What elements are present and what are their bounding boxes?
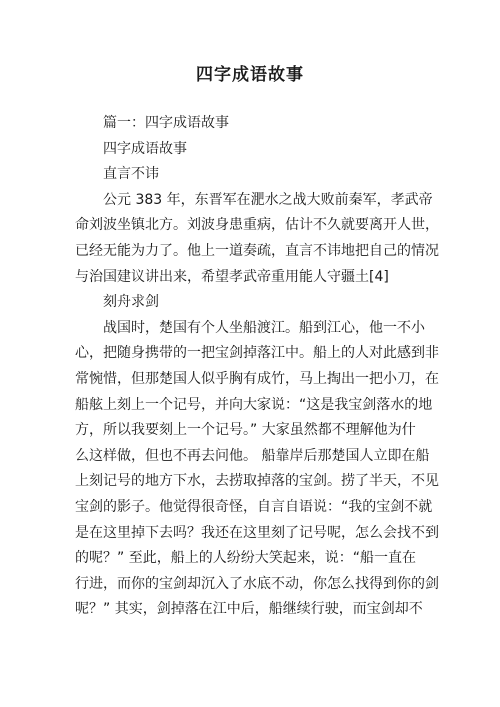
- idiom-heading-zhi-yan-bu-hui: 直言不讳: [103, 166, 159, 183]
- document-title: 四字成语故事: [196, 65, 304, 85]
- paragraph-line: 心，把随身携带的一把宝剑掉落江中。船上的人对此感到非: [75, 345, 439, 362]
- paragraph-line: 呢？” 其实，剑掉落在江中后，船继续行驶，而宝剑却不: [75, 601, 423, 618]
- paragraph-line: 战国时，楚国有个人坐船渡江。船到江心，他一不小: [103, 319, 425, 336]
- paragraph-line: 已经无能为力了。他上一道奏疏，直言不讳地把自己的情况: [75, 242, 439, 259]
- paragraph-line: 么这样做，但也不再去问他。 船靠岸后那楚国人立即在船: [75, 447, 430, 464]
- paragraph-line: 上刻记号的地方下水，去捞取掉落的宝剑。捞了半天，不见: [75, 473, 439, 490]
- paragraph-line: 船舷上刻上一个记号，并向大家说：“这是我宝剑落水的地: [75, 396, 433, 413]
- paragraph-line: 命刘波坐镇北方。刘波身患重病，估计不久就要离开人世，: [75, 217, 439, 234]
- paragraph-line: 与治国建议讲出来，希望孝武帝重用能人守疆土[4]: [75, 268, 389, 285]
- paragraph-line: 是在这里掉下去吗？我还在这里刻了记号呢，怎么会找不到: [75, 524, 439, 541]
- subheading: 四字成语故事: [103, 140, 187, 157]
- section-heading: 篇一：四字成语故事: [103, 115, 229, 131]
- paragraph-line: 公元 383 年，东晋军在淝水之战大败前秦军，孝武帝: [103, 191, 433, 208]
- paragraph-line: 行进，而你的宝剑却沉入了水底不动，你怎么找得到你的剑: [75, 575, 439, 592]
- paragraph-line: 方，所以我要刻上一个记号。” 大家虽然都不理解他为什: [75, 422, 416, 439]
- idiom-heading-ke-zhou-qiu-jian: 刻舟求剑: [103, 294, 159, 311]
- paragraph-line: 的呢？” 至此，船上的人纷纷大笑起来，说：“船一直在: [75, 550, 416, 567]
- paragraph-line: 宝剑的影子。他觉得很奇怪，自言自语说：“我的宝剑不就: [75, 498, 433, 515]
- document-body: [75, 111, 439, 623]
- paragraph-line: 常惋惜，但那楚国人似乎胸有成竹，马上掏出一把小刀，在: [75, 370, 439, 387]
